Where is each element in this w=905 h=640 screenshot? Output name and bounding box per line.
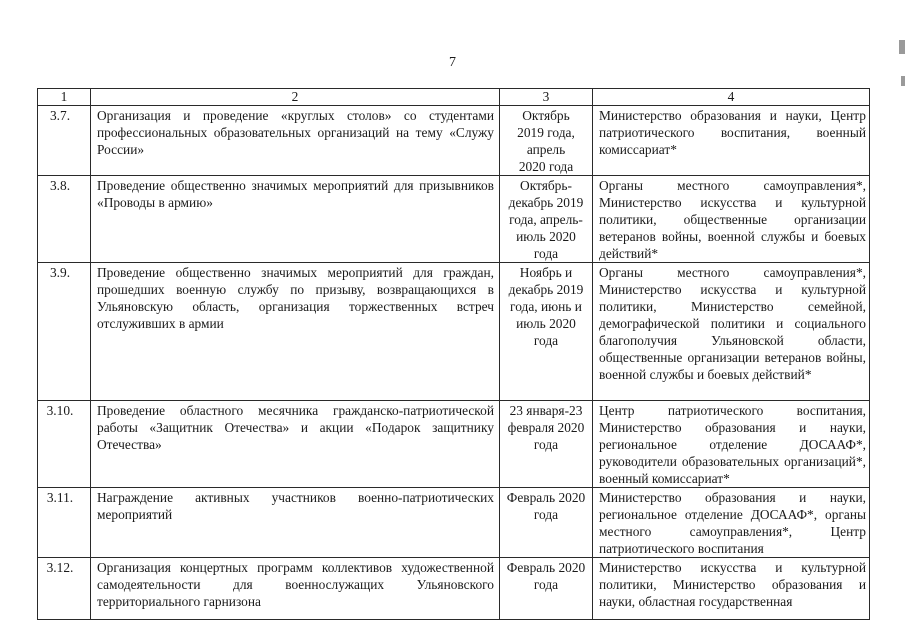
column-number-row xyxy=(38,89,870,106)
item-responsible: Центр патриотического воспитания, Министерство образования и науки, региональное отделение ДОСААФ*, руководители образовательных организаций*, военный комиссариат* xyxy=(593,401,870,488)
scan-edge-mark xyxy=(901,76,905,86)
column-header: 2 xyxy=(91,89,500,106)
table-row xyxy=(38,106,870,176)
table-row xyxy=(38,401,870,488)
item-number: 3.10. xyxy=(38,401,91,488)
item-timing: 23 января-23 февраля 2020 года xyxy=(500,401,593,488)
page-number: 7 xyxy=(449,55,456,70)
table-row xyxy=(38,488,870,558)
item-timing: Февраль 2020 года xyxy=(500,558,593,620)
item-number: 3.8. xyxy=(38,176,91,263)
item-number: 3.7. xyxy=(38,106,91,176)
item-description: Организация и проведение «круглых столов» со студентами профессиональных образовательных организаций на тему «Служу России» xyxy=(91,106,500,176)
item-number: 3.9. xyxy=(38,263,91,401)
item-responsible: Органы местного самоуправления*, Министерство искусства и культурной политики, Министерство семейной, демографической политики и социального благополучия Ульяновской области, общественные организации ветеранов войны, военной службы и боевых действий* xyxy=(593,263,870,401)
table-row xyxy=(38,263,870,401)
item-description: Проведение областного месячника гражданско-патриотической работы «Защитник Отечества» и акции «Подарок защитнику Отечества» xyxy=(91,401,500,488)
item-description: Проведение общественно значимых мероприятий для граждан, прошедших военную службу по призыву, возвращающихся в Ульяновскую область, организация торжественных встреч отслуживших в армии xyxy=(91,263,500,401)
item-responsible: Министерство образования и науки, региональное отделение ДОСААФ*, органы местного самоуправления*, Центр патриотического воспитания xyxy=(593,488,870,558)
column-header: 4 xyxy=(593,89,870,106)
item-timing: Октябрь 2019 года, апрель 2020 года xyxy=(500,106,593,176)
item-responsible: Министерство искусства и культурной политики, Министерство образования и науки, областная государственная xyxy=(593,558,870,620)
column-header: 1 xyxy=(38,89,91,106)
item-description: Проведение общественно значимых мероприятий для призывников «Проводы в армию» xyxy=(91,176,500,263)
events-table xyxy=(37,88,870,620)
item-number: 3.12. xyxy=(38,558,91,620)
item-timing: Ноябрь и декабрь 2019 года, июнь и июль 2020 года xyxy=(500,263,593,401)
table-row xyxy=(38,176,870,263)
item-description: Организация концертных программ коллективов художественной самодеятельности для военнослужащих Ульяновского территориального гарнизона xyxy=(91,558,500,620)
item-timing: Февраль 2020 года xyxy=(500,488,593,558)
table-row xyxy=(38,558,870,620)
column-header: 3 xyxy=(500,89,593,106)
item-timing: Октябрь-декабрь 2019 года, апрель-июль 2020 года xyxy=(500,176,593,263)
item-number: 3.11. xyxy=(38,488,91,558)
item-responsible: Министерство образования и науки, Центр патриотического воспитания, военный комиссариат* xyxy=(593,106,870,176)
item-responsible: Органы местного самоуправления*, Министерство искусства и культурной политики, общественные организации ветеранов войны, военной службы и боевых действий* xyxy=(593,176,870,263)
item-description: Награждение активных участников военно-патриотических мероприятий xyxy=(91,488,500,558)
scan-edge-mark xyxy=(899,40,905,54)
